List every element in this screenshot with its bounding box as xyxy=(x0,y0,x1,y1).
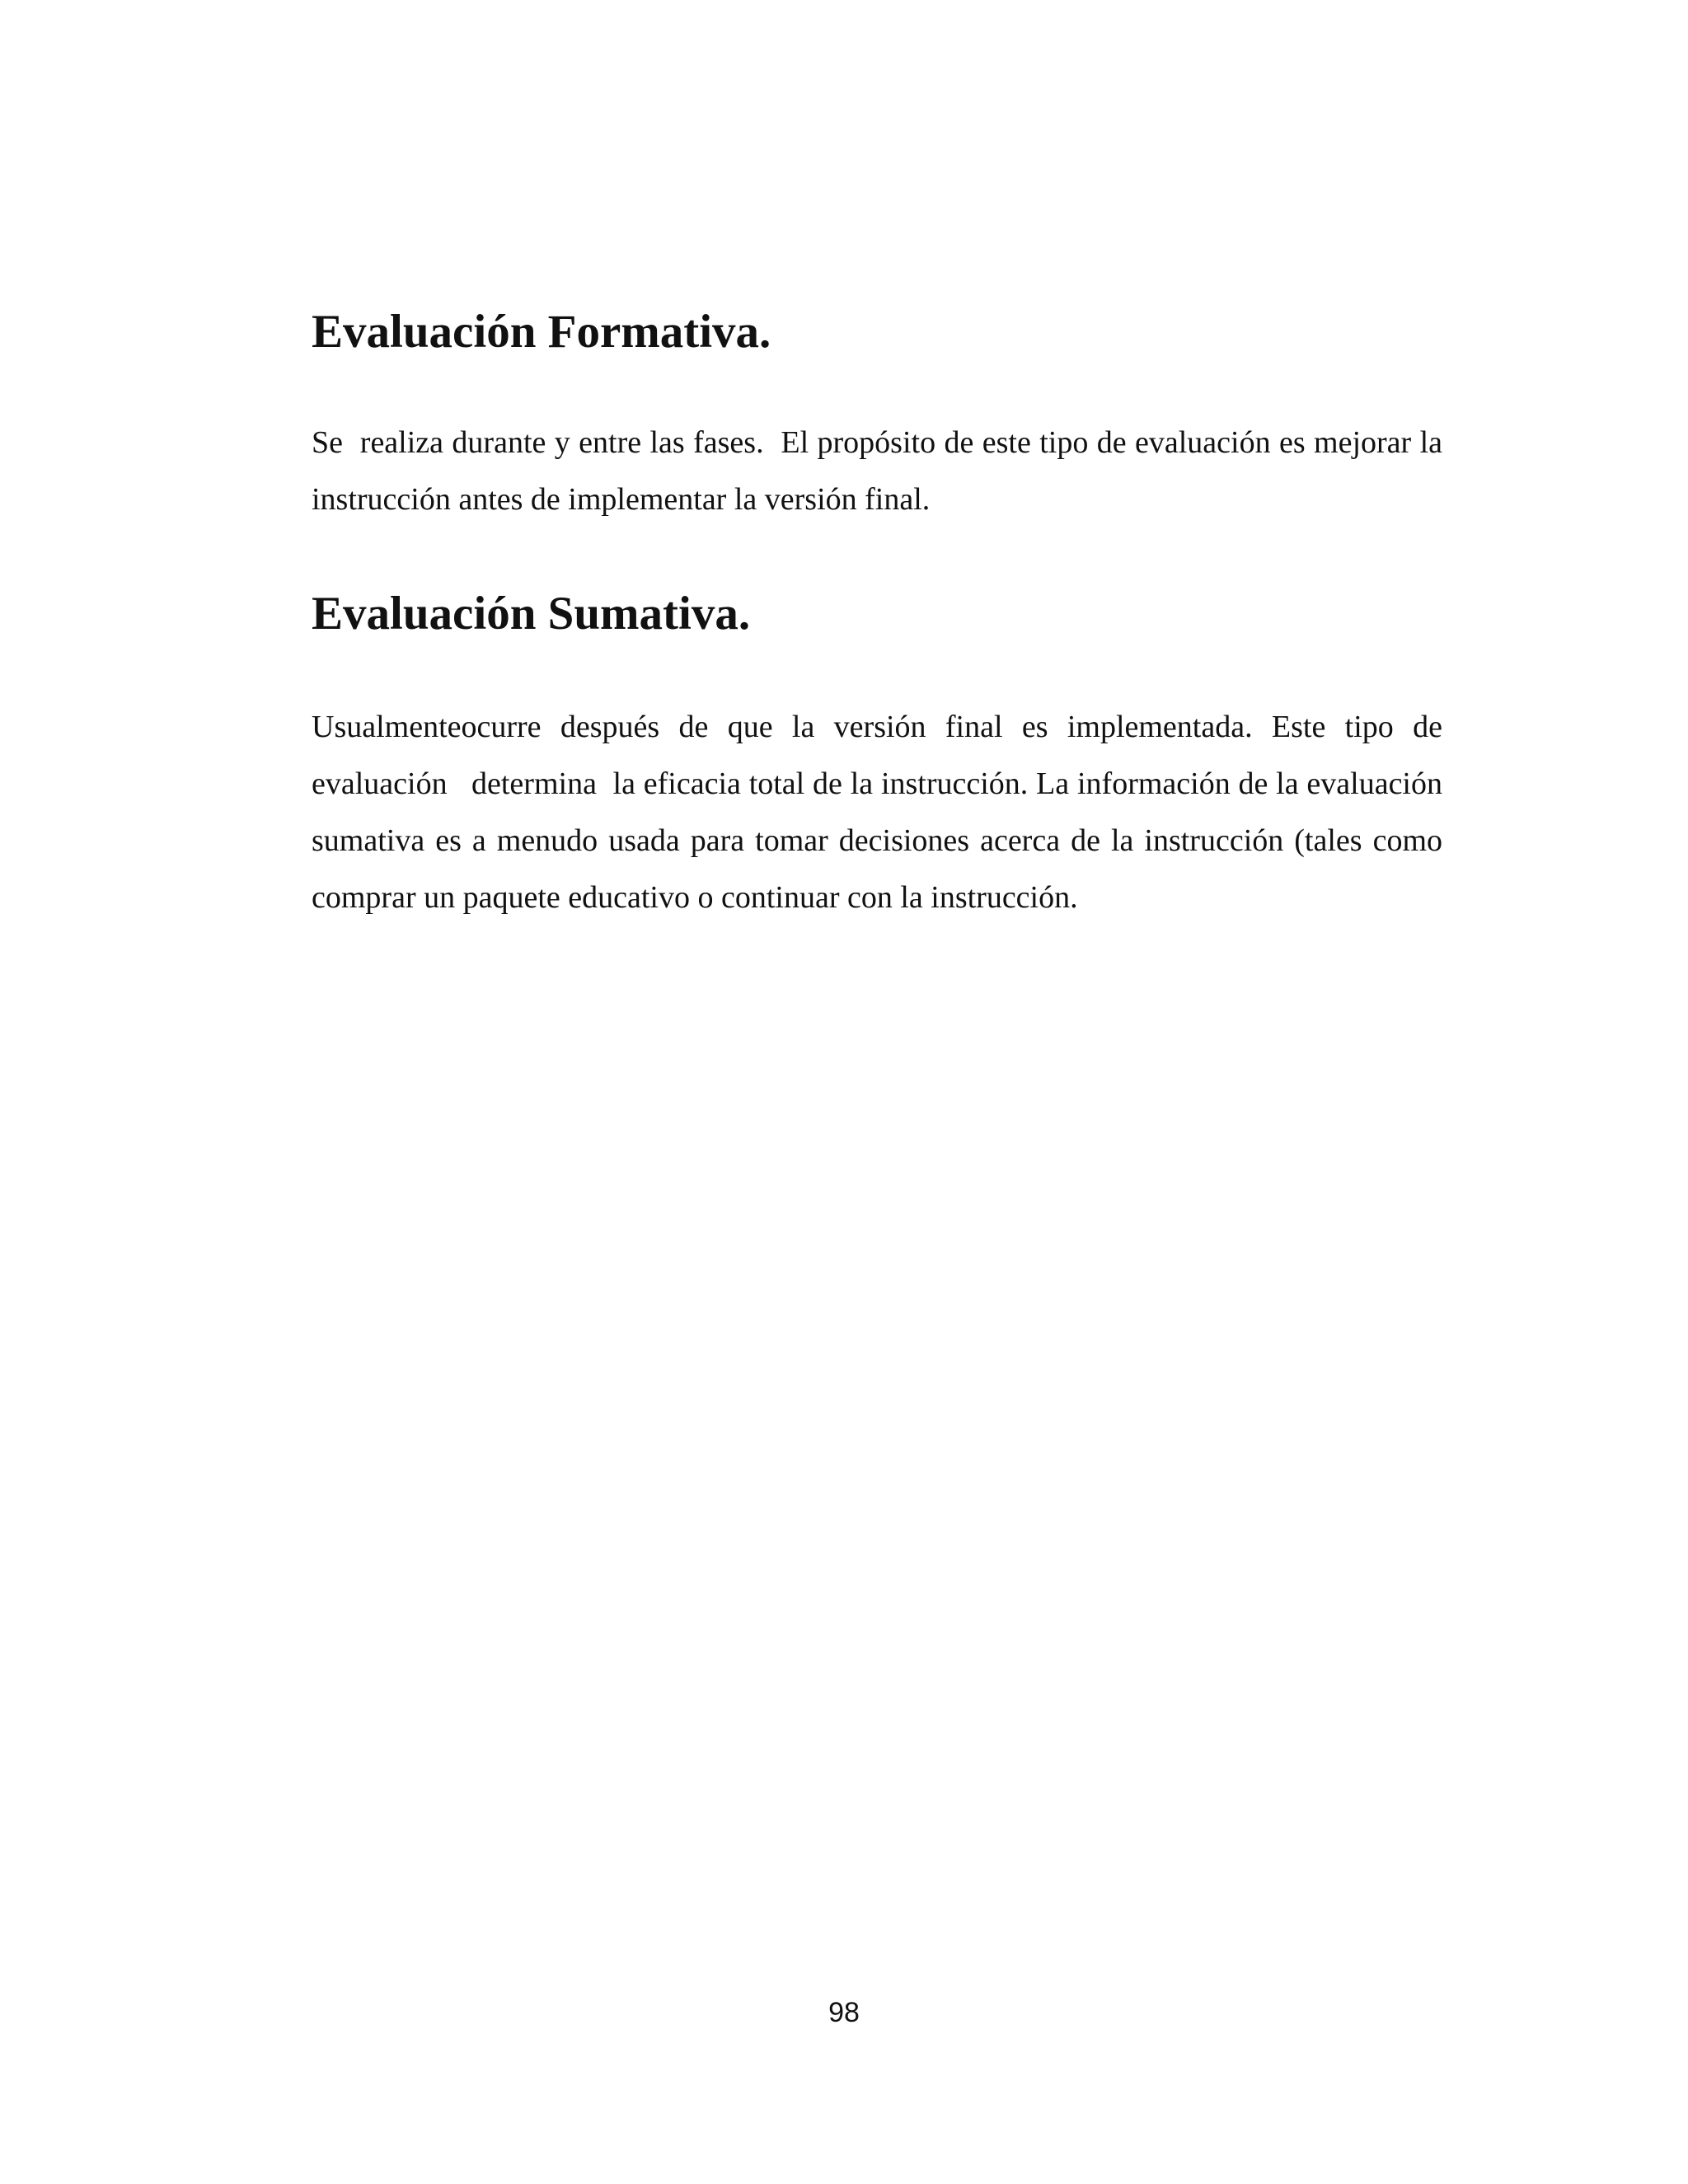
heading-evaluacion-sumativa: Evaluación Sumativa. xyxy=(312,588,751,640)
page-number: 98 xyxy=(828,1997,860,2028)
page-content xyxy=(312,303,1466,926)
heading-evaluacion-formativa: Evaluación Formativa. xyxy=(312,306,771,358)
spacer xyxy=(312,528,1442,585)
spacer xyxy=(312,360,1442,415)
spacer xyxy=(312,642,1442,699)
paragraph-sumativa: Usualmenteocurre después de que la versión final es implementada. Este tipo de evaluación determina la eficacia total de la instrucción. La información de la evaluación sumativa es a menudo usada para tomar decisiones acerca de la instrucción (tales como comprar un paquete educativo o continuar con la instrucción. xyxy=(312,710,1466,915)
paragraph-formativa: Se realiza durante y entre las fases. El propósito de este tipo de evaluación es mejorar la instrucción antes de implementar la versión final. xyxy=(312,425,1451,517)
